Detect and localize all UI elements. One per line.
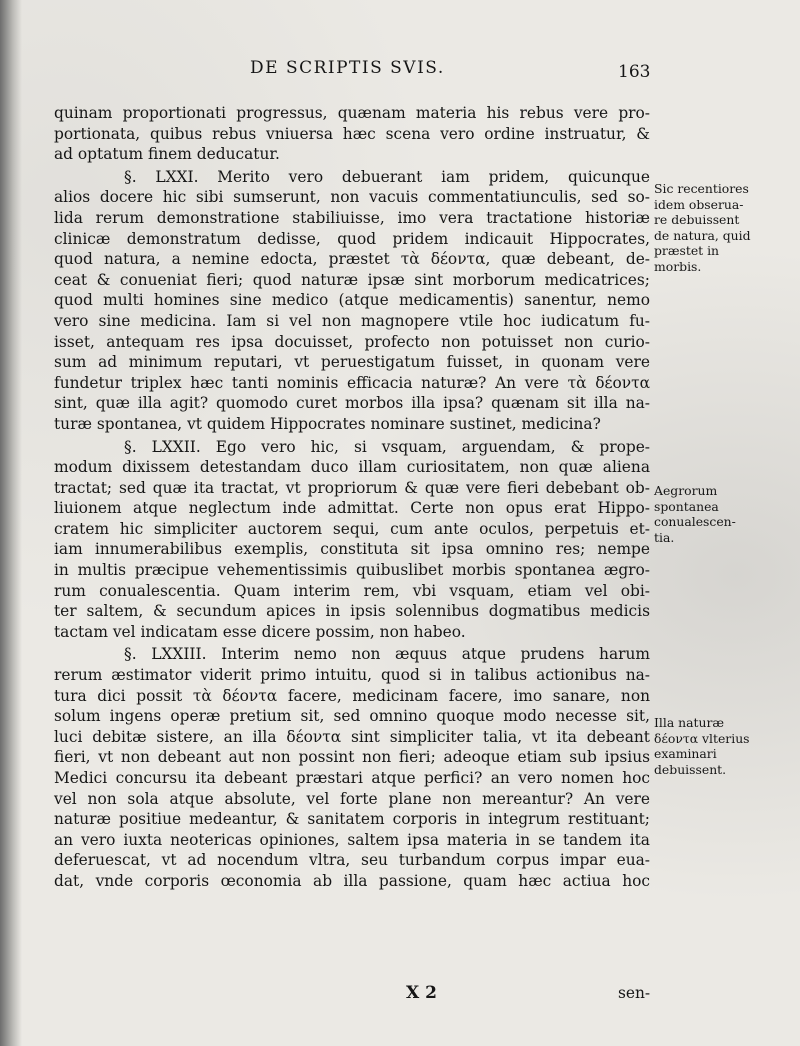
text-line: portionata, quibus rebus vniuersa hæc scena vero ordine instruatur, &	[54, 124, 650, 143]
margin-note-line: idem obserua-	[654, 196, 744, 212]
text-line: rum conualescentia. Quam interim rem, vbi vsquam, etiam vel obi-	[54, 581, 650, 600]
text-line: fieri, vt non debeant aut non possint non fieri; adeoque etiam sub ipsius	[54, 748, 650, 767]
margin-note-line: debuissent.	[654, 761, 727, 777]
text-line: modum dixissem detestandam duco illam curiositatem, non quæ aliena	[54, 458, 650, 477]
margin-note-line: re debuissent	[654, 212, 740, 228]
text-line: quod natura, a nemine edocta, præstet τὰ δέοντα, quæ debeant, de-	[54, 250, 650, 269]
main-text-column	[54, 103, 650, 892]
margin-note-line: de natura, quid	[654, 227, 751, 243]
margin-note-line: Sic recentiores	[654, 181, 749, 196]
running-head: DE SCRIPTIS SVIS.	[250, 58, 445, 78]
text-line: lida rerum demonstratione stabiliuisse, imo vera tractatione historiæ	[54, 208, 650, 227]
text-line: liuionem atque neglectum inde admittat. Certe non opus erat Hippo-	[54, 499, 650, 518]
margin-note-aegrorum	[654, 483, 796, 545]
text-line: vel non sola atque absolute, vel forte plane non mereantur? An vere	[54, 789, 650, 808]
margin-note-line: tia.	[654, 529, 675, 545]
text-line: luci debitæ sistere, an illa δέοντα sint simpliciter talia, vt ita debeant	[54, 727, 650, 746]
text-line: sum ad minimum reputari, vt peruestigatum fuisset, in quonam vere	[54, 353, 650, 372]
text-line: tractat; sed quæ ita tractat, vt propriorum & quæ vere fieri debebant ob-	[54, 478, 650, 497]
text-line: cratem hic simpliciter auctorem sequi, cum ante oculos, perpetuis et-	[54, 519, 650, 538]
text-line: Medici concursu ita debeant præstari atque perfici? an vero nomen hoc	[54, 769, 650, 787]
text-line: deferuescat, vt ad nocendum vltra, seu turbandum corpus impar eua-	[54, 851, 650, 870]
text-line: quod multi homines sine medico (atque medicamentis) sanentur, nemo	[54, 291, 650, 310]
text-line: ad optatum finem deducatur.	[54, 145, 280, 164]
text-line: rerum æstimator viderit primo intuitu, quod si in talibus actionibus na-	[54, 666, 650, 685]
margin-note-line: Aegrorum	[654, 483, 718, 498]
text-line: in multis præcipue vehementissimis quibuslibet morbis spontanea ægro-	[54, 561, 650, 580]
text-line: ter saltem, & secundum apices in ipsis solennibus dogmatibus medicis	[54, 602, 650, 621]
margin-note-illa-naturae	[654, 715, 796, 777]
section-heading-line: §. LXXII. Ego vero hic, si vsquam, arguendam, & prope-	[124, 437, 650, 456]
text-line: an vero iuxta neotericas opiniones, saltem ipsa materia in se tandem ita	[54, 830, 650, 849]
margin-note-line: morbis.	[654, 258, 702, 274]
text-line: solum ingens operæ pretium sit, sed omnino quoque modo necesse sit,	[54, 707, 650, 726]
text-line: ceat & conueniat fieri; quod naturæ ipsæ sint morborum medicatrices;	[54, 270, 650, 289]
text-line: vero sine medicina. Iam si vel non magnopere vtile hoc iudicatum fu-	[54, 311, 650, 330]
text-line: clinicæ demonstratum dedisse, quod pridem indicauit Hippocrates,	[54, 229, 650, 248]
text-line: quinam proportionati progressus, quænam materia his rebus vere pro-	[54, 104, 650, 122]
margin-note-line: examinari	[654, 746, 717, 762]
page-number: 163	[618, 62, 651, 82]
text-line: alios docere hic sibi sumserunt, non vacuis commentatiunculis, sed so-	[54, 188, 650, 207]
section-heading-line: §. LXXIII. Interim nemo non æquus atque prudens harum	[124, 645, 650, 664]
text-line: fundetur triplex hæc tanti nominis efficacia naturæ? An vere τὰ δέοντα	[54, 373, 650, 392]
catchword: sen-	[618, 984, 651, 1002]
text-line: naturæ positiue medeantur, & sanitatem corporis in integrum restituant;	[54, 810, 650, 829]
text-line: tura dici possit τὰ δέοντα facere, medicinam facere, imo sanare, non	[54, 686, 650, 705]
section-heading-line: §. LXXI. Merito vero debuerant iam pridem, quicunque	[124, 167, 650, 186]
margin-note-line: præstet in	[654, 243, 720, 259]
signature-mark: X 2	[406, 983, 437, 1003]
margin-note-line: conualescen-	[654, 514, 736, 530]
text-line: tactam vel indicatam esse dicere possim, non habeo.	[54, 622, 466, 641]
text-line: turæ spontanea, vt quidem Hippocrates nominare sustinet, medicina?	[54, 414, 601, 433]
text-line: iam innumerabilibus exemplis, constituta sit ipsa omnino res; nempe	[54, 540, 650, 559]
text-line: sint, quæ illa agit? quomodo curet morbos illa ipsa? quænam sit illa na-	[54, 394, 650, 413]
margin-note-natura	[654, 181, 796, 275]
margin-note-line: spontanea	[654, 498, 719, 514]
margin-note-line: Illa naturæ	[654, 715, 725, 730]
text-line: dat, vnde corporis œconomia ab illa passione, quam hæc actiua hoc	[54, 871, 650, 890]
margin-note-line: δέοντα vlterius	[654, 730, 750, 746]
text-line: isset, antequam res ipsa docuisset, profecto non potuisset non curio-	[54, 332, 650, 351]
